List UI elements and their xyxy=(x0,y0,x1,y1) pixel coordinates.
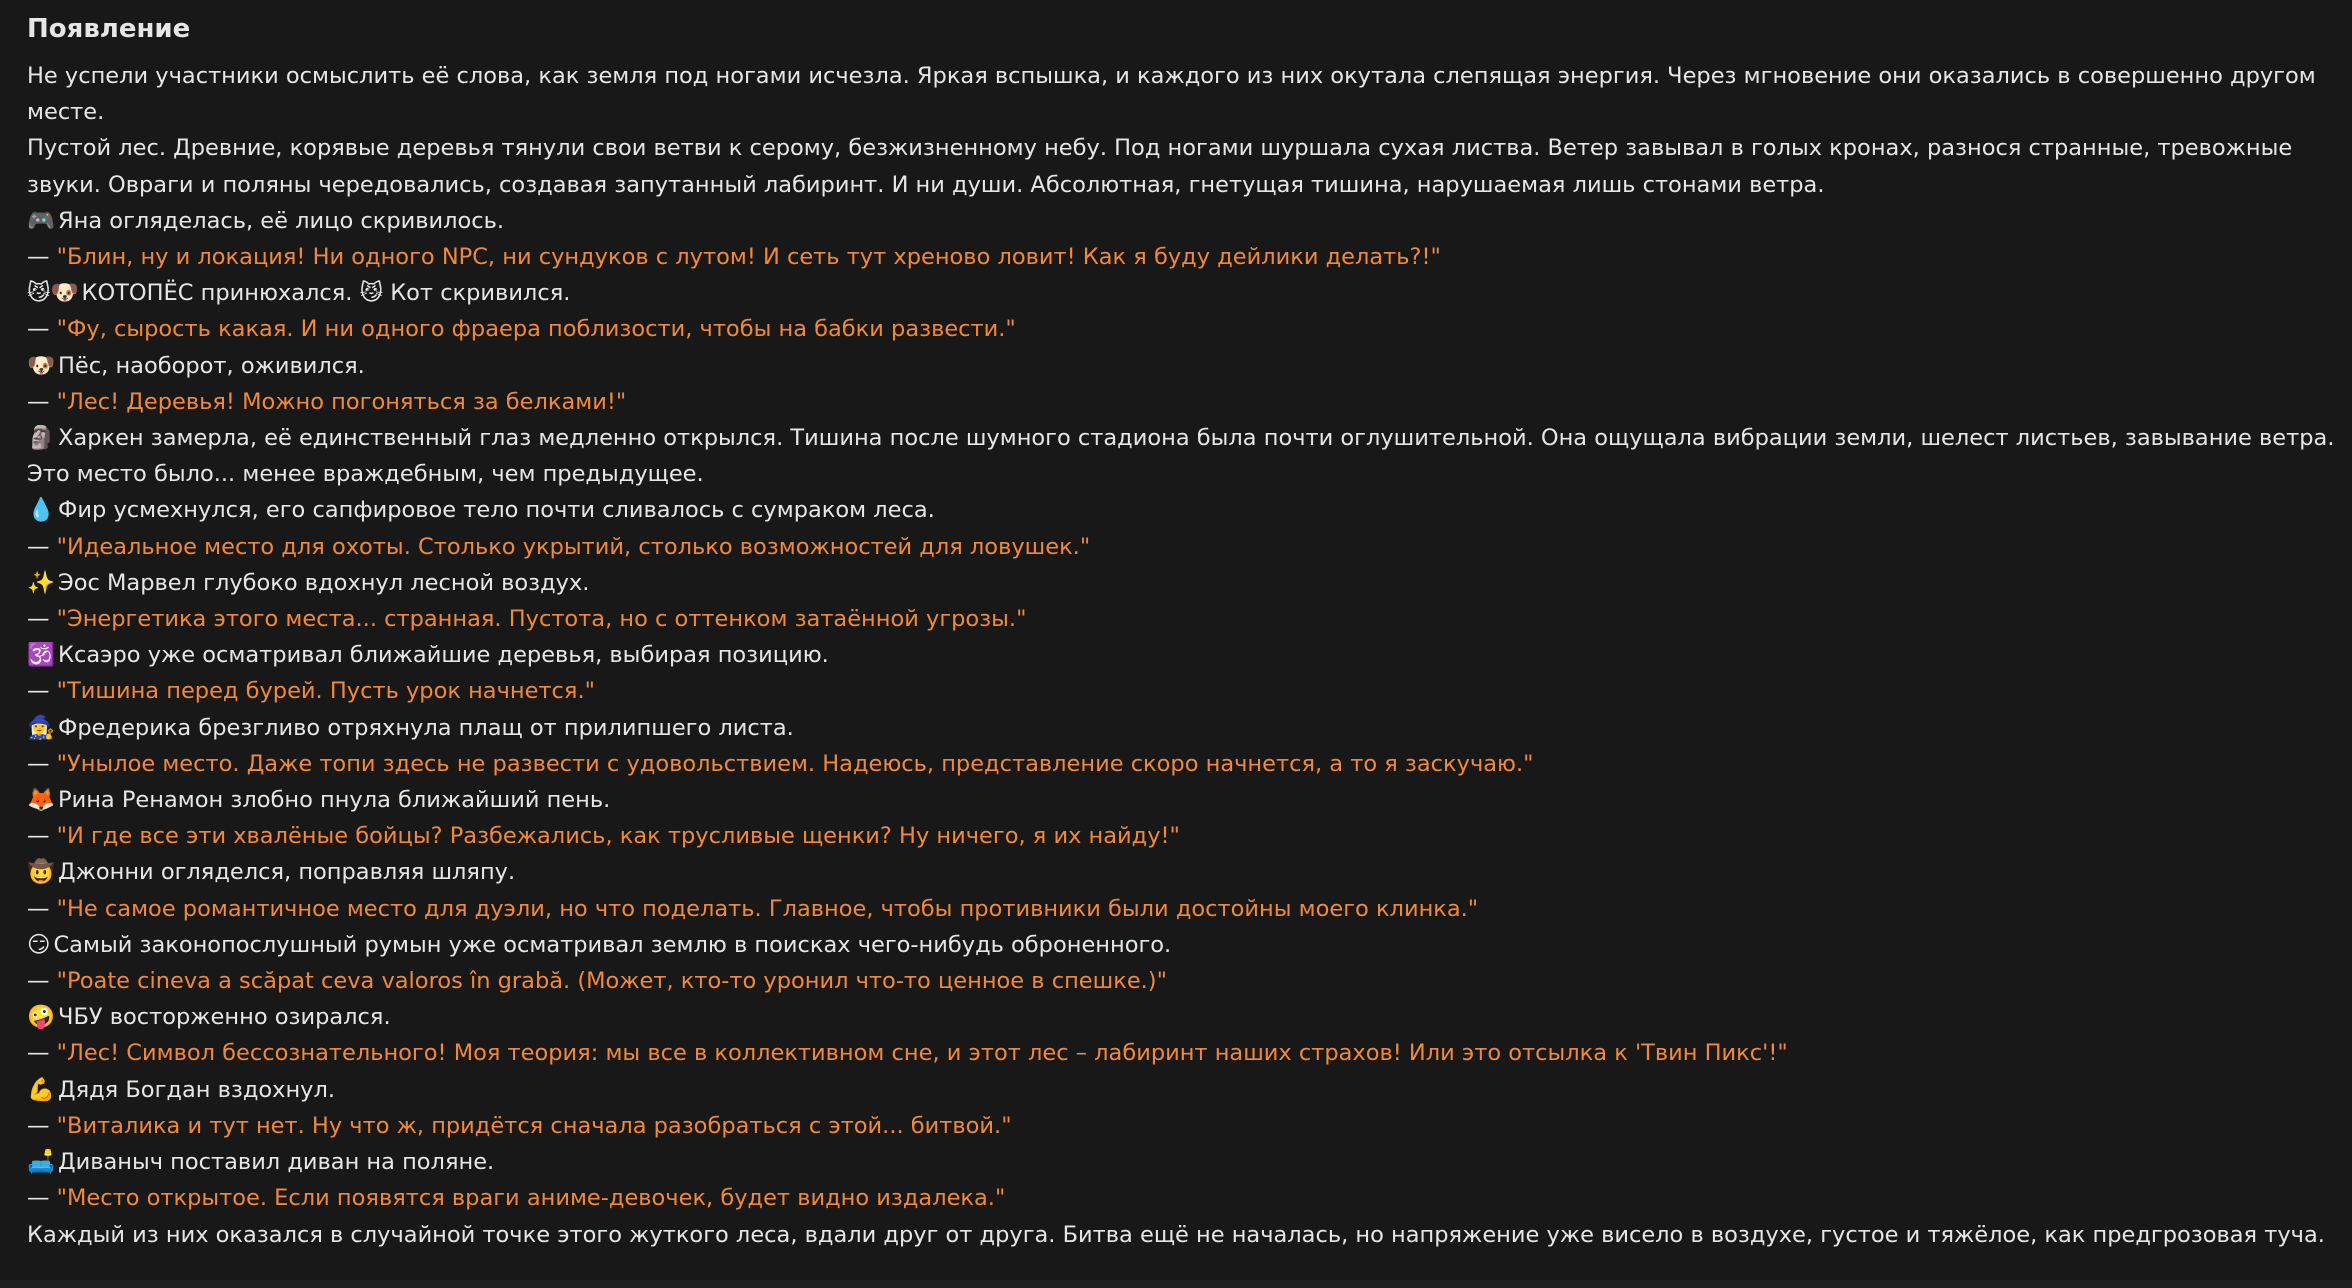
narration-line xyxy=(27,130,2337,202)
narration-line xyxy=(27,1217,2337,1253)
narration-text: Джонни огляделся, поправляя шляпу. xyxy=(58,859,516,886)
character-emoji-icon: 💧 xyxy=(27,497,56,524)
quote-line xyxy=(27,673,2337,709)
narration-line xyxy=(27,854,2337,890)
dash-mark: — xyxy=(27,895,57,922)
bottom-divider xyxy=(0,1280,2352,1288)
narration-line xyxy=(27,420,2342,492)
quote-line xyxy=(27,818,2337,854)
quote-line xyxy=(27,601,2337,637)
quote-text: "Виталика и тут нет. Ну что ж, придётся сначала разобраться с этой... битвой." xyxy=(56,1112,1012,1139)
narration-line xyxy=(27,565,2337,601)
quote-text: "Poate cineva a scăpat ceva valoros în grabă. (Может, кто-то уронил что-то ценное в спешке.)" xyxy=(56,968,1167,995)
character-emoji-icon: 😏 xyxy=(27,931,51,958)
narration-text: Эос Марвел глубоко вдохнул лесной воздух. xyxy=(58,569,590,596)
message-content xyxy=(27,10,2342,1253)
quote-line xyxy=(27,1180,2337,1216)
quote-line xyxy=(27,891,2337,927)
dash-mark: — xyxy=(27,316,57,343)
narration-text: Пёс, наоборот, оживился. xyxy=(58,352,365,379)
character-emoji-icon: 🕉️ xyxy=(27,642,56,669)
dash-mark: — xyxy=(27,823,57,850)
character-emoji-icon: 😼🐶 xyxy=(27,280,79,307)
quote-line xyxy=(27,311,2337,347)
character-emoji-icon: 🦊 xyxy=(27,787,56,814)
narration-text: Дядя Богдан вздохнул. xyxy=(58,1076,336,1103)
character-emoji-icon: 🛋️ xyxy=(27,1149,56,1176)
quote-line xyxy=(27,1035,2337,1071)
quote-line xyxy=(27,529,2337,565)
dash-mark: — xyxy=(27,968,57,995)
narration-text: Рина Ренамон злобно пнула ближайший пень. xyxy=(58,787,611,814)
character-emoji-icon: 🤠 xyxy=(27,859,56,886)
quote-text: "Идеальное место для охоты. Столько укрытий, столько возможностей для ловушек." xyxy=(56,533,1091,560)
narration-line xyxy=(27,710,2337,746)
narration-line xyxy=(27,275,2337,311)
character-emoji-icon: 🤪 xyxy=(27,1004,56,1031)
character-emoji-icon: 🧙‍♀️ xyxy=(27,714,56,741)
narration-line xyxy=(27,203,2337,239)
dash-mark: — xyxy=(27,388,57,415)
narration-line xyxy=(27,492,2337,528)
narration-line xyxy=(27,637,2337,673)
quote-text: "Лес! Символ бессознательного! Моя теория: мы все в коллективном сне, и этот лес – лабиринт наших страхов! Или это отсылка к 'Твин Пикс'!" xyxy=(56,1040,1788,1067)
narration-text: Фредерика брезгливо отряхнула плащ от прилипшего листа. xyxy=(58,714,794,741)
character-emoji-icon: 🗿 xyxy=(27,425,56,452)
narration-line xyxy=(27,999,2337,1035)
dash-mark: — xyxy=(27,678,57,705)
narration-line xyxy=(27,927,2337,963)
character-emoji-icon: 🎮 xyxy=(27,207,56,234)
narration-text: Харкен замерла, её единственный глаз медленно открылся. Тишина после шумного стадиона была почти оглушительной. Она ощущала вибрации земли, шелест листьев, завывание ветра. Это место было... менее враждебным, чем предыдущее. xyxy=(27,425,2342,488)
story-lines xyxy=(27,58,2342,1253)
quote-line xyxy=(27,384,2337,420)
quote-text: "Не самое романтичное место для дуэли, но что поделать. Главное, чтобы противники были достойны моего клинка." xyxy=(56,895,1479,922)
narration-line xyxy=(27,348,2337,384)
narration-text: Диваныч поставил диван на поляне. xyxy=(58,1149,495,1176)
character-emoji-icon: ✨ xyxy=(27,569,56,596)
dash-mark: — xyxy=(27,533,57,560)
dash-mark: — xyxy=(27,1112,57,1139)
narration-text: Яна огляделась, её лицо скривилось. xyxy=(58,207,505,234)
narration-text: КОТОПЁС принюхался. 😼 Кот скривился. xyxy=(81,280,571,307)
quote-line xyxy=(27,239,2337,275)
quote-text: "Лес! Деревья! Можно погоняться за белками!" xyxy=(56,388,627,415)
narration-text: Ксаэро уже осматривал ближайшие деревья, выбирая позицию. xyxy=(58,642,829,669)
character-emoji-icon: 💪 xyxy=(27,1076,56,1103)
quote-line xyxy=(27,963,2337,999)
character-emoji-icon: 🐶 xyxy=(27,352,56,379)
dash-mark: — xyxy=(27,244,57,271)
narration-text: Самый законопослушный румын уже осматривал землю в поисках чего-нибудь оброненного. xyxy=(53,931,1172,958)
narration-line xyxy=(27,1072,2337,1108)
quote-text: "Тишина перед бурей. Пусть урок начнется." xyxy=(56,678,595,705)
dash-mark: — xyxy=(27,606,57,633)
quote-text: "Энергетика этого места... странная. Пустота, но с оттенком затаённой угрозы." xyxy=(56,606,1027,633)
narration-text: Не успели участники осмыслить её слова, как земля под ногами исчезла. Яркая вспышка, и каждого из них окутала слепящая энергия. Через мгновение они оказались в совершенно другом месте. xyxy=(27,63,2323,126)
section-heading: Появление xyxy=(27,14,191,44)
narration-text: Пустой лес. Древние, корявые деревья тянули свои ветви к серому, безжизненному небу. Под ногами шуршала сухая листва. Ветер завывал в голых кронах, разнося странные, тревожные звуки. Овраги и поляны чередовались, создавая запутанный лабиринт. И ни души. Абсолютная, гнетущая тишина, нарушаемая лишь стонами ветра. xyxy=(27,135,2300,198)
dash-mark: — xyxy=(27,1040,57,1067)
narration-text: ЧБУ восторженно озирался. xyxy=(58,1004,391,1031)
quote-text: "Блин, ну и локация! Ни одного NPC, ни сундуков с лутом! И сеть тут хреново ловит! Как я буду дейлики делать?!" xyxy=(56,244,1441,271)
dash-mark: — xyxy=(27,750,57,777)
quote-line xyxy=(27,746,2337,782)
quote-text: "Унылое место. Даже топи здесь не развести с удовольствием. Надеюсь, представление скоро начнется, а то я заскучаю." xyxy=(56,750,1534,777)
quote-text: "И где все эти хвалёные бойцы? Разбежались, как трусливые щенки? Ну ничего, я их найду!" xyxy=(56,823,1180,850)
dash-mark: — xyxy=(27,1185,57,1212)
narration-line xyxy=(27,782,2337,818)
narration-text: Фир усмехнулся, его сапфировое тело почти сливалось с сумраком леса. xyxy=(58,497,935,524)
narration-line xyxy=(27,1144,2337,1180)
quote-line xyxy=(27,1108,2337,1144)
narration-text: Каждый из них оказался в случайной точке этого жуткого леса, вдали друг от друга. Битва ещё не началась, но напряжение уже висело в воздухе, густое и тяжёлое, как предгрозовая туча. xyxy=(27,1221,2325,1248)
quote-text: "Фу, сырость какая. И ни одного фраера поблизости, чтобы на бабки развести." xyxy=(56,316,1016,343)
quote-text: "Место открытое. Если появятся враги аниме-девочек, будет видно издалека." xyxy=(56,1185,1006,1212)
narration-line xyxy=(27,58,2337,130)
